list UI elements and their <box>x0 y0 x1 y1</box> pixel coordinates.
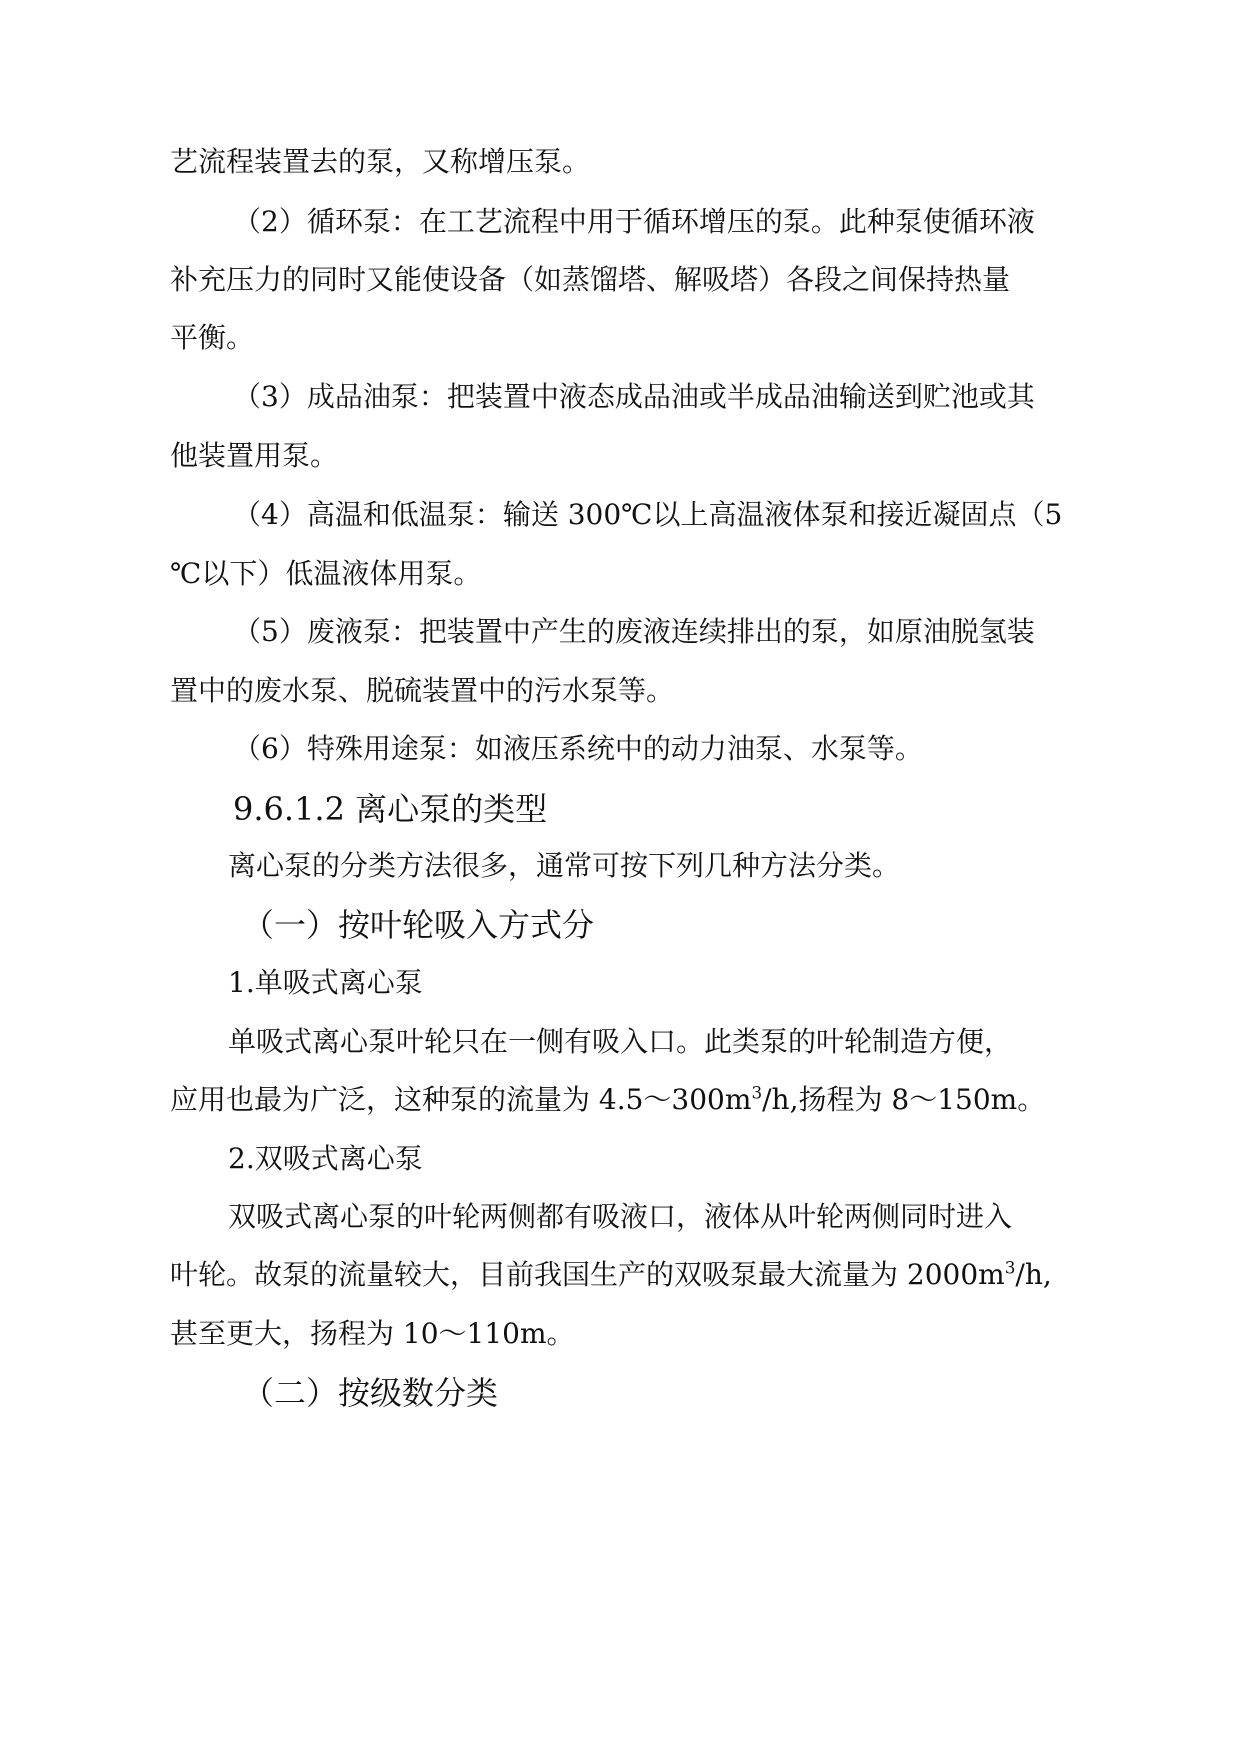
text-line: 双吸式离心泵的叶轮两侧都有吸液口，液体从叶轮两侧同时进入 <box>228 1200 1013 1233</box>
section-heading: （一）按叶轮吸入方式分 <box>242 906 595 944</box>
text-line: 离心泵的分类方法很多，通常可按下列几种方法分类。 <box>228 849 901 882</box>
text-line: （2）循环泵：在工艺流程中用于循环增压的泵。此种泵使循环液 <box>233 205 1035 238</box>
text-segment: 叶轮。故泵的流量较大，目前我国生产的双吸泵最大流量为 2000m <box>170 1258 1005 1291</box>
subsection-heading: 9.6.1.2 离心泵的类型 <box>233 790 548 828</box>
text-line: ℃以下）低温液体用泵。 <box>170 557 482 590</box>
text-line: 甚至更大，扬程为 10～110m。 <box>170 1317 575 1350</box>
text-line: （5）废液泵：把装置中产生的废液连续排出的泵，如原油脱氢装 <box>233 615 1035 648</box>
text-line: 补充压力的同时又能使设备（如蒸馏塔、解吸塔）各段之间保持热量 <box>170 263 1011 296</box>
text-line <box>170 1080 1045 1120</box>
text-segment: /h,扬程为 8～150m。 <box>762 1083 1046 1116</box>
superscript: 3 <box>1004 1257 1016 1278</box>
text-line: （4）高温和低温泵：输送 300℃以上高温液体泵和接近凝固点（5 <box>233 498 1063 531</box>
text-segment: /h, <box>1015 1258 1052 1291</box>
text-line: 单吸式离心泵叶轮只在一侧有吸入口。此类泵的叶轮制造方便， <box>228 1025 1013 1058</box>
text-line: 平衡。 <box>170 321 255 354</box>
text-line: （3）成品油泵：把装置中液态成品油或半成品油输送到贮池或其 <box>233 380 1035 413</box>
text-line: 置中的废水泵、脱硫装置中的污水泵等。 <box>170 674 675 707</box>
text-segment: 应用也最为广泛，这种泵的流量为 4.5～300m <box>170 1083 752 1116</box>
superscript: 3 <box>751 1082 763 1103</box>
item-title: 1.单吸式离心泵 <box>228 966 423 999</box>
text-line: 他装置用泵。 <box>170 439 339 472</box>
text-line <box>170 1255 1052 1295</box>
item-title: 2.双吸式离心泵 <box>228 1142 423 1175</box>
section-heading: （二）按级数分类 <box>242 1374 499 1412</box>
text-line: 艺流程装置去的泵，又称增压泵。 <box>170 145 591 178</box>
text-line: （6）特殊用途泵：如液压系统中的动力油泵、水泵等。 <box>233 732 923 765</box>
